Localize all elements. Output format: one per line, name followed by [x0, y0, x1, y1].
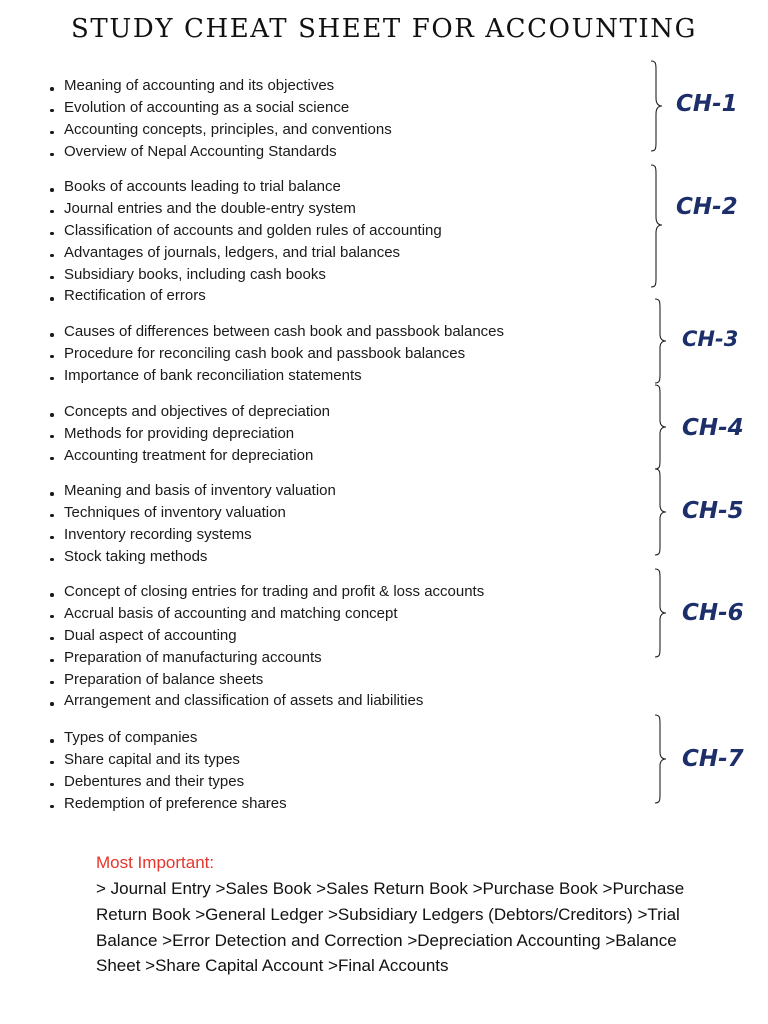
- list-item: Methods for providing depreciation: [50, 423, 330, 445]
- list-item: Inventory recording systems: [50, 524, 336, 546]
- list-item: Concepts and objectives of depreciation: [50, 401, 330, 423]
- list-item: Stock taking methods: [50, 546, 336, 568]
- list-item: Evolution of accounting as a social science: [50, 97, 392, 119]
- list-item: Procedure for reconciling cash book and passbook balances: [50, 343, 504, 365]
- list-item: Journal entries and the double-entry system: [50, 198, 442, 220]
- list-item: Meaning and basis of inventory valuation: [50, 480, 336, 502]
- list-item: Dual aspect of accounting: [50, 625, 484, 647]
- chapter-5-label: CH-5: [682, 498, 744, 524]
- chapter-6-topic-list: [50, 581, 484, 712]
- chapter-6-brace: [654, 568, 668, 658]
- most-important-text: > Journal Entry >Sales Book >Sales Return Book >Purchase Book >Purchase Return Book >General Ledger >Subsidiary Ledgers (Debtors/Creditors) >Trial Balance >Error Detection and Correction >Depreciation Accounting >Balance Sheet >Share Capital Account >Final Accounts: [96, 879, 685, 976]
- list-item: Rectification of errors: [50, 285, 442, 307]
- chapter-3-label: CH-3: [682, 327, 739, 351]
- most-important-label: Most Important:: [96, 853, 215, 872]
- most-important-section: [96, 850, 696, 979]
- chapter-4-topic-list: [50, 401, 330, 467]
- chapter-7-label: CH-7: [682, 746, 744, 772]
- list-item: Accrual basis of accounting and matching concept: [50, 603, 484, 625]
- list-item: Accounting concepts, principles, and conventions: [50, 119, 392, 141]
- list-item: Redemption of preference shares: [50, 793, 287, 815]
- chapter-7-brace: [654, 714, 668, 804]
- list-item: Subsidiary books, including cash books: [50, 264, 442, 286]
- chapter-1-topic-list: [50, 75, 392, 163]
- chapter-4-label: CH-4: [682, 415, 744, 441]
- list-item: Classification of accounts and golden rules of accounting: [50, 220, 442, 242]
- list-item: Arrangement and classification of assets and liabilities: [50, 690, 484, 712]
- chapter-2-label: CH-2: [676, 194, 738, 220]
- list-item: Accounting treatment for depreciation: [50, 445, 330, 467]
- chapter-3-topic-list: [50, 321, 504, 387]
- list-item: Books of accounts leading to trial balance: [50, 176, 442, 198]
- chapter-2-brace: [650, 164, 664, 288]
- chapter-3-brace: [654, 298, 668, 384]
- chapter-4-brace: [654, 384, 668, 470]
- list-item: Preparation of manufacturing accounts: [50, 647, 484, 669]
- list-item: Share capital and its types: [50, 749, 287, 771]
- list-item: Importance of bank reconciliation statements: [50, 365, 504, 387]
- list-item: Types of companies: [50, 727, 287, 749]
- list-item: Advantages of journals, ledgers, and trial balances: [50, 242, 442, 264]
- chapter-5-topic-list: [50, 480, 336, 568]
- list-item: Meaning of accounting and its objectives: [50, 75, 392, 97]
- page-title: STUDY CHEAT SHEET FOR ACCOUNTING: [71, 14, 697, 44]
- list-item: Debentures and their types: [50, 771, 287, 793]
- chapter-7-topic-list: [50, 727, 287, 815]
- chapter-1-brace: [650, 60, 664, 152]
- chapter-2-topic-list: [50, 176, 442, 307]
- list-item: Causes of differences between cash book and passbook balances: [50, 321, 504, 343]
- list-item: Overview of Nepal Accounting Standards: [50, 141, 392, 163]
- chapter-6-label: CH-6: [682, 600, 744, 626]
- list-item: Preparation of balance sheets: [50, 669, 484, 691]
- list-item: Techniques of inventory valuation: [50, 502, 336, 524]
- chapter-5-brace: [654, 468, 668, 556]
- list-item: Concept of closing entries for trading and profit & loss accounts: [50, 581, 484, 603]
- chapter-1-label: CH-1: [676, 91, 738, 117]
